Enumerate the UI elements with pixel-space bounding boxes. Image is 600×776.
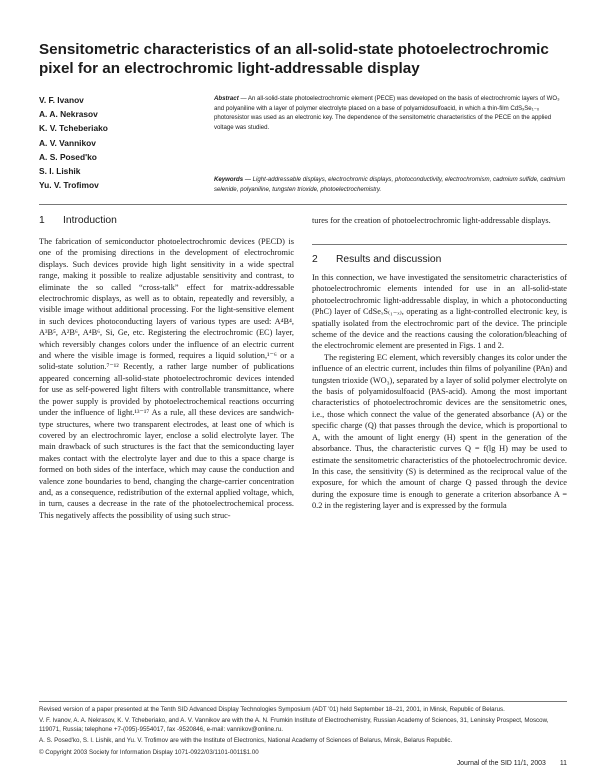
author: A. S. Posed'ko <box>39 151 97 162</box>
results-paragraph: In this connection, we have investigated the sensitometric characteristics of photoelectrochromic elements intended for use in an all-solid-state photoelectrochromic light-addressable display, in which a photoconducting (PhC) layer of CdSeₓS₍₁₋ₓ₎, operating as a light-controlled electronic key, is spatially isolated from the electrochromic part of the device. The principle scheme of the device and the reactions causing the coloration/bleaching of the electrochromic element are presented in Figs. 1 and 2. <box>312 273 567 351</box>
right-column <box>312 272 567 512</box>
author: A. V. Vannikov <box>39 137 96 148</box>
intro-paragraph: The fabrication of semiconductor photoelectrochromic devices (PECD) is one of the promising directions in the development of electrochromic displays. Such devices provide high light sensitivity in a wide spectral range, making it possible to realize adjustable sensitivity and contrast, to eliminate the so called “cross-talk” effect for matrix-addressable electrochromic displays, as well as to obtain, repeatedly and reversibly, a visible image without additional processing. For the light-sensitive element in such devices photoconducting layers of various types are used: A⁴B⁴, A³B⁵, A²B⁶, A⁴B⁶, Si, Ge, etc. Registering the electrochromic (EC) layer, which reversibly changes colors under the influence of an electric current and where the visible image is formed, requires a liquid solution,¹⁻⁶ or a solid-state solution.⁷⁻¹² Recently, a rather large number of publications appeared concerning all-solid-state photoelectrochromic devices intended for use as self-powered light filters with controllable transmittance, where the power supply is provided by photoelectrochemical reactions occurring under the influence of light.¹³⁻¹⁷ As a rule, all these devices are sandwich-type structures, where two transparent electrodes, at least one of which is covered by an electrochromic layer, enclose a solid electrolyte layer. The main drawback of such structures is the fact that the semiconducting layer makes contact with the electrolyte layer and due to this a space charge is formed on both sides of the interface, which may cause the conduction and valence zone boundaries to bend, changing the charge-carrier concentration and, as a consequence, redistribution of the external applied voltage, which, in turn, causes a decrease in the rate of the photoelectrochemical process. This negatively affects the possibility of using such struc- <box>39 237 294 520</box>
keywords-label: Keywords <box>214 176 244 183</box>
author: A. A. Nekrasov <box>39 109 98 120</box>
page-number: 11 <box>559 760 567 767</box>
author: S. I. Lishik <box>39 166 81 177</box>
author: Yu. V. Trofimov <box>39 180 99 191</box>
section-heading-introduction <box>39 215 117 226</box>
journal-citation: Journal of the SID 11/1, 2003 <box>456 760 546 767</box>
right-column-top <box>312 215 567 226</box>
footnote: A. S. Posed'ko, S. I. Lishik, and Yu. V. Trofimov are with the Institute of Electronics, National Academy of Sciences of Belarus, Minsk, Belarus Republic. <box>39 737 453 745</box>
keywords <box>214 175 567 194</box>
section-heading-results <box>312 254 441 265</box>
section-number: 1 <box>39 215 45 226</box>
footnote-divider <box>39 701 567 702</box>
abstract-label: Abstract <box>214 95 239 102</box>
intro-continuation: tures for the creation of photoelectrochromic light-addressable displays. <box>312 216 551 225</box>
author: K. V. Tcheberiako <box>39 123 108 134</box>
abstract-text: — An all-solid-state photoelectrochromic element (PECE) was developed on the basis of electrochromic layers of WO₃ and polyaniline with a layer of polymer electrolyte placed on a base of polyamidosulfoacid, in which a thin-film CdSₓSe₁₋ₓ photoresistor was used as an electronic key. The dependence of the sensitometric characteristics of the PECE on the applied voltage was studied. <box>214 95 560 131</box>
section-title: Introduction <box>63 215 117 226</box>
paper-title: Sensitometric characteristics of an all-solid-state photoelectrochromic pixel for an electrochromic light-addressable display <box>39 41 549 77</box>
author-list <box>39 93 199 192</box>
page-footer <box>457 760 567 767</box>
footnotes <box>39 706 567 760</box>
copyright-notice: © Copyright 2003 Society for Information Display 1071-0922/03/1101-0011$1.00 <box>39 748 259 756</box>
abstract <box>214 94 567 132</box>
section-divider <box>312 244 567 245</box>
footnote: V. F. Ivanov, A. A. Nekrasov, K. V. Tcheberiako, and A. V. Vannikov are with the A. N. Frumkin Institute of Electrochemistry, Russian Academy of Sciences, 31, Leninsky Prospect, Moscow, 119071, Russia; telephone +7-(095)-9554017, fax -9520846, e-mail: vannikov@online.ru. <box>39 717 549 733</box>
section-title: Results and discussion <box>336 254 442 265</box>
header-divider <box>39 204 567 205</box>
section-number: 2 <box>312 254 318 265</box>
footnote: Revised version of a paper presented at the Tenth SID Advanced Display Technologies Symposium (ADT '01) held September 18–21, 2001, in Minsk, Republic of Belarus. <box>39 706 505 713</box>
keywords-text: — Light-addressable displays, electrochromic displays, photoconductivity, electrochromism, cadmium sulfide, cadmium selenide, polyaniline, tungsten trioxide, photoelectrochemistry. <box>214 176 566 193</box>
results-paragraph: The registering EC element, which reversibly changes its color under the influence of an electric current, includes thin films of polyaniline (PAn) and tungsten trioxide (WO₃), separated by a layer of solid polymer electrolyte on the basis of polyamidosulfoacid (PAS-acid). Among the most important characteristics of photoelectrochromic devices are the sensitometric ones, i.e., those which connect the value of the generated absorbance (A) or the specific charge (Q) that passes through the device, which is proportional to A, with the amount of light energy (H) spent in the generation of the absorbance. Thus, the characteristic curves Q = f(lg H) may be used to estimate the sensitometric characteristics of the photoelectrochromic device. In this case, the sensitivity (S) is determined as the reciprocal value of the exposure, for which the amount of charge Q passed through the device during the exposure time is enough to generate a criterion absorbance A = 0.2 in the registering layer and is expressed by the formula <box>312 352 567 511</box>
left-column <box>39 236 294 521</box>
author: V. F. Ivanov <box>39 95 84 105</box>
